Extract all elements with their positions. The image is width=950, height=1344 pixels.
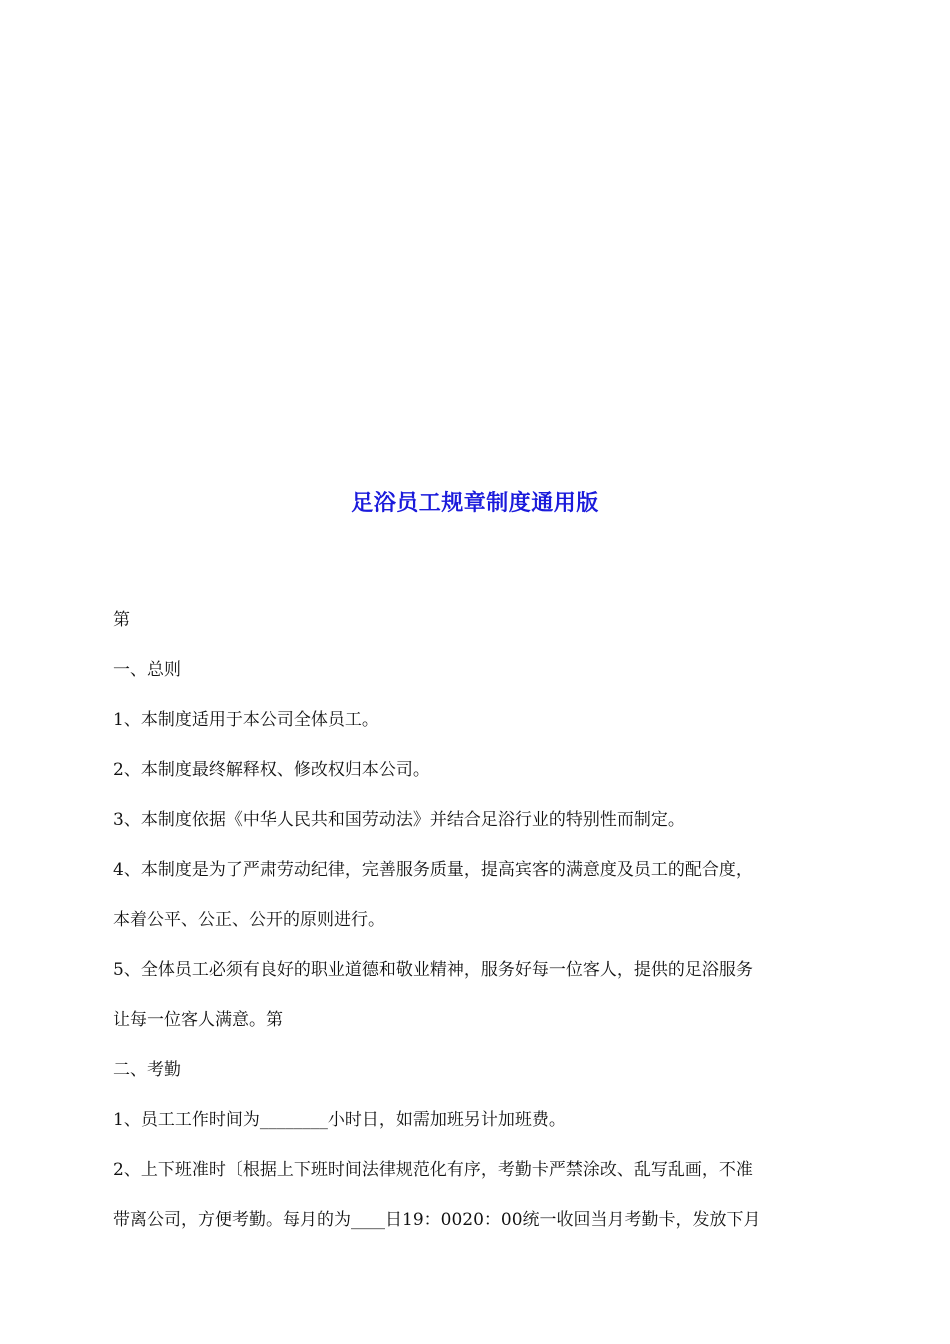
section-heading: 二、考勤 (113, 1060, 181, 1080)
section-heading: 一、总则 (113, 660, 181, 680)
text-line: 本着公平、公正、公开的原则进行。 (113, 910, 385, 930)
text-line: 1、本制度适用于本公司全体员工。 (113, 710, 379, 730)
text-line: 2、本制度最终解释权、修改权归本公司。 (113, 760, 430, 780)
text-line: 第 (113, 610, 130, 630)
document-body (113, 607, 840, 1257)
text-line: 1、员工工作时间为________小时日，如需加班另计加班费。 (113, 1110, 566, 1130)
text-line: 2、上下班准时〔根据上下班时间法律规范化有序，考勤卡严禁涂改、乱写乱画，不准 (113, 1160, 753, 1180)
text-line: 4、本制度是为了严肃劳动纪律，完善服务质量，提高宾客的满意度及员工的配合度， (113, 860, 753, 880)
text-line: 3、本制度依据《中华人民共和国劳动法》并结合足浴行业的特别性而制定。 (113, 810, 685, 830)
text-line: 5、全体员工必须有良好的职业道德和敬业精神，服务好每一位客人，提供的足浴服务 (113, 960, 753, 980)
text-line: 让每一位客人满意。第 (113, 1010, 283, 1030)
document-title: 足浴员工规章制度通用版 (351, 490, 599, 516)
text-line: 带离公司，方便考勤。每月的为____日19：0020：00统一收回当月考勤卡，发放下月 (113, 1210, 761, 1230)
